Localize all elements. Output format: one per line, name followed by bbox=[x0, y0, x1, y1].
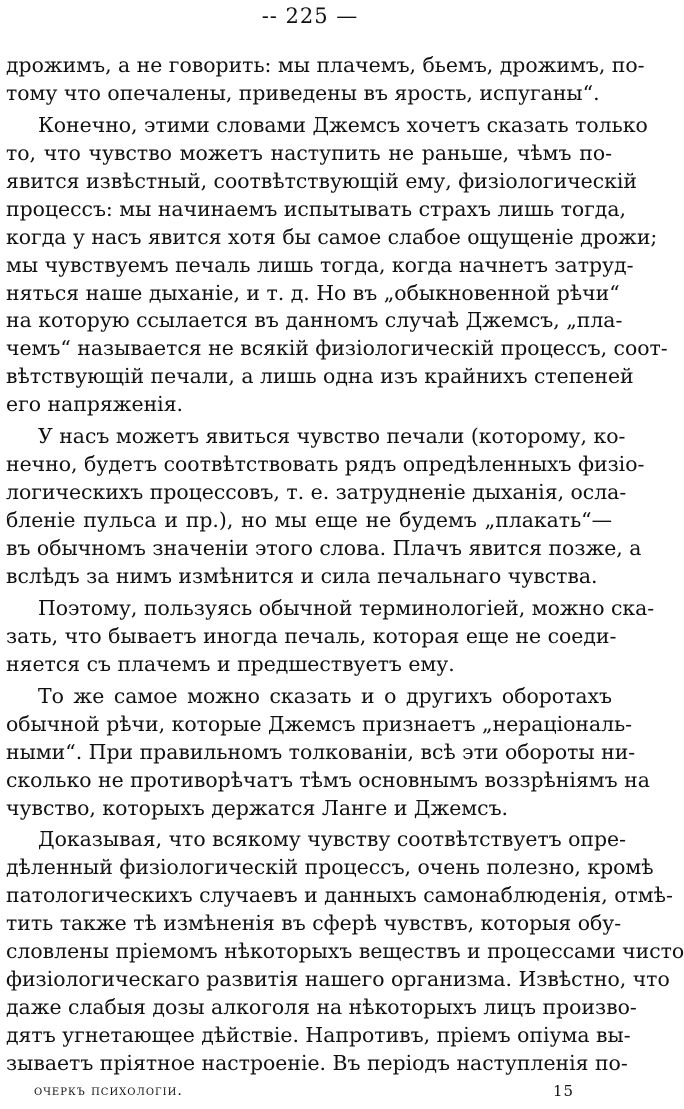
page-number: -- 225 — bbox=[261, 4, 359, 28]
signature-mark: 15 bbox=[553, 1082, 575, 1100]
text-line: тить также тѣ измѣненія въ сферѣ чувствъ, которыя обу- bbox=[6, 911, 622, 935]
text-line: дятъ угнетающее дѣйствіе. Напротивъ, пріемъ опіума вы- bbox=[6, 1023, 631, 1047]
text-line: чувство, которыхъ держатся Ланге и Джемсъ. bbox=[6, 796, 509, 820]
text-line: Конечно, этими словами Джемсъ хочетъ сказать только bbox=[38, 113, 648, 137]
text-line: няется съ плачемъ и предшествуетъ ему. bbox=[6, 652, 455, 676]
text-line: даже слабыя дозы алкоголя на нѣкоторыхъ лицъ произво- bbox=[6, 995, 637, 1019]
text-line: въ обычномъ значеніи этого слова. Плачъ явится позже, а bbox=[6, 536, 642, 560]
text-line: на которую ссылается въ данномъ случаѣ Джемсъ, „пла- bbox=[6, 308, 623, 332]
text-line: дрожимъ, а не говорить: мы плачемъ, бьемъ, дрожимъ, по- bbox=[6, 53, 645, 77]
text-line: вѣтствующій печали, а лишь одна изъ крайнихъ степеней bbox=[6, 364, 634, 388]
text-line: физіологическаго развитія нашего организма. Извѣстно, что bbox=[6, 967, 670, 991]
text-line: нечно, будетъ соотвѣтствовать рядъ опредѣленныхъ физіо- bbox=[6, 452, 645, 476]
text-line: ными“. При правильномъ толкованіи, всѣ эти обороты ни- bbox=[6, 740, 636, 764]
text-line: тому что опечалены, приведены въ ярость, испуганы“. bbox=[6, 81, 600, 105]
text-line: мы чувствуемъ печаль лишь тогда, когда начнетъ затруд- bbox=[6, 253, 634, 277]
running-footer-title: очеркъ психологіи. bbox=[34, 1083, 183, 1099]
text-line: Доказывая, что всякому чувству соотвѣтствуетъ опре- bbox=[38, 827, 626, 851]
text-line: то, что чувство можетъ наступить не раньше, чѣмъ по- bbox=[6, 141, 612, 165]
text-line: словлены пріемомъ нѣкоторыхъ веществъ и процессами чисто bbox=[6, 939, 684, 963]
text-line: обычной рѣчи, которые Джемсъ признаетъ „нераціональ- bbox=[6, 712, 633, 736]
text-line: То же самое можно сказать и о другихъ оборотахъ bbox=[38, 684, 612, 708]
text-line: няться наше дыханіе, и т. д. Но въ „обыкновенной рѣчи“ bbox=[6, 281, 620, 305]
text-line: когда у насъ явится хотя бы самое слабое ощущеніе дрожи; bbox=[6, 225, 658, 249]
text-line: его напряженія. bbox=[6, 392, 184, 416]
text-line: зать, что бываетъ иногда печаль, которая еще не соеди- bbox=[6, 624, 617, 648]
text-line: бленіе пульса и пр.), но мы еще не будемъ „плакать“— bbox=[6, 508, 612, 532]
text-line: дѣленный физіологическій процессъ, очень полезно, кромѣ bbox=[6, 855, 654, 879]
text-line: Поэтому, пользуясь обычной терминологіей, можно ска- bbox=[38, 596, 655, 620]
text-line: сколько не противорѣчатъ тѣмъ основнымъ воззрѣніямъ на bbox=[6, 768, 650, 792]
text-line: чемъ“ называется не всякій физіологическій процессъ, соот- bbox=[6, 336, 668, 360]
text-line: логическихъ процессовъ, т. е. затрудненіе дыханія, осла- bbox=[6, 480, 627, 504]
text-line: явится извѣстный, соотвѣтствующій ему, физіологическій bbox=[6, 169, 638, 193]
text-line: патологическихъ случаевъ и данныхъ самонаблюденія, отмѣ- bbox=[6, 883, 673, 907]
text-line: процессъ: мы начинаемъ испытывать страхъ лишь тогда, bbox=[6, 197, 627, 221]
text-line: У насъ можетъ явиться чувство печали (которому, ко- bbox=[38, 424, 626, 448]
text-line: зываетъ пріятное настроеніе. Въ періодъ наступленія по- bbox=[6, 1051, 628, 1075]
text-line: вслѣдъ за нимъ измѣнится и сила печальнаго чувства. bbox=[6, 564, 598, 588]
